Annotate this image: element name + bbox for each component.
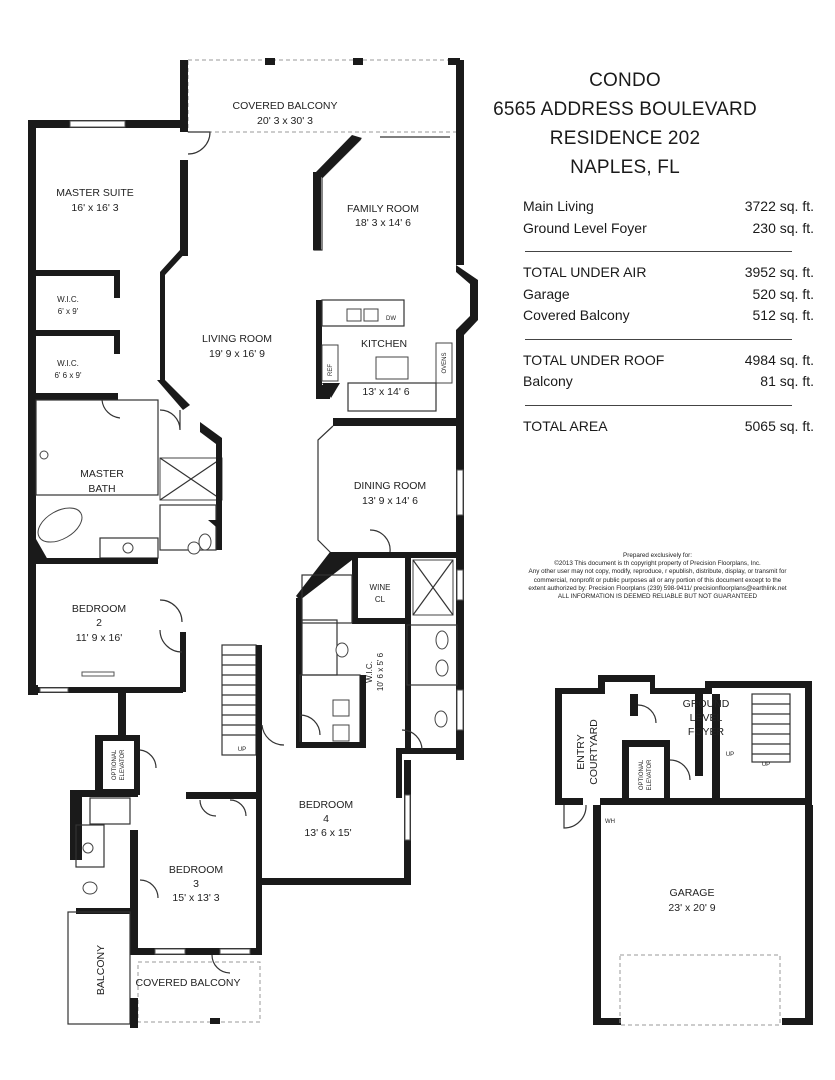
garage-name: GARAGE	[669, 887, 715, 899]
wic-3-dims: 10' 6 x 5' 6	[376, 652, 385, 692]
area-label: TOTAL UNDER AIR	[523, 264, 647, 280]
family-room-name: FAMILY ROOM	[347, 203, 419, 215]
area-label: TOTAL AREA	[523, 417, 608, 434]
ground-level-foyer-line3: FOYER	[687, 726, 725, 738]
divider	[525, 405, 792, 406]
wic-2-dims: 6' 6 x 9'	[54, 371, 82, 380]
family-room-dims: 18' 3 x 14' 6	[355, 217, 411, 229]
optional-elevator-ground-line2: ELEVATOR	[647, 759, 653, 791]
bedroom-2-line1: BEDROOM	[71, 603, 127, 615]
area-value: 230 sq. ft.	[752, 219, 814, 236]
master-bath-line1: MASTER	[80, 468, 124, 480]
area-label: Covered Balcony	[523, 307, 630, 323]
up-label-ground-1: UP	[725, 752, 735, 758]
area-label: Garage	[523, 285, 570, 302]
wic-1-name: W.I.C.	[57, 295, 79, 304]
title-line-3: RESIDENCE 202	[549, 128, 701, 149]
bedroom-3-dims: 15' x 13' 3	[172, 892, 220, 904]
ground-level-foyer-line1: GROUND	[682, 698, 730, 710]
dw-label: DW	[386, 316, 396, 322]
area-value: 3952 sq. ft.	[744, 264, 814, 280]
master-suite-name: MASTER SUITE	[56, 187, 134, 199]
up-label-ground-2: UP	[761, 762, 771, 768]
bedroom-3-line1: BEDROOM	[168, 864, 224, 876]
optional-elevator-ground-line1: OPTIONAL	[639, 759, 645, 791]
bedroom-4-line2: 4	[323, 813, 329, 825]
area-row	[523, 286, 818, 308]
area-value: 81 sq. ft.	[760, 373, 814, 389]
area-value: 512 sq. ft.	[752, 307, 814, 323]
master-suite-dims: 16' x 16' 3	[71, 202, 119, 214]
bedroom-4-line1: BEDROOM	[298, 799, 354, 811]
covered-balcony-top-name: COVERED BALCONY	[232, 100, 338, 112]
bedroom-4-dims: 13' 6 x 15'	[304, 827, 352, 839]
ground-level-foyer-line2: LEVEL	[689, 712, 723, 724]
copyright-notice	[500, 552, 815, 601]
area-label: Main Living	[523, 198, 594, 214]
area-value: 4984 sq. ft.	[744, 351, 814, 368]
optional-elevator-main-line1: OPTIONAL	[112, 749, 118, 781]
covered-balcony-bottom-name: COVERED BALCONY	[135, 977, 241, 989]
area-row	[523, 373, 818, 395]
entry-courtyard-line2: COURTYARD	[588, 719, 600, 785]
wic-1-dims: 6' x 9'	[57, 307, 79, 316]
kitchen-name: KITCHEN	[360, 338, 408, 350]
wic-2-name: W.I.C.	[57, 359, 79, 368]
optional-elevator-main-line2: ELEVATOR	[120, 749, 126, 781]
ovens-label: OVENS	[442, 352, 448, 374]
title-line-2: 6565 ADDRESS BOULEVARD	[493, 99, 757, 120]
area-row	[523, 307, 818, 329]
bedroom-2-line2: 2	[96, 617, 102, 629]
bedroom-2-dims: 11' 9 x 16'	[75, 632, 123, 644]
area-row	[523, 220, 818, 242]
wh-label: WH	[605, 819, 615, 825]
area-value: 3722 sq. ft.	[744, 198, 814, 214]
dining-room-dims: 13' 9 x 14' 6	[362, 495, 418, 507]
title-line-1: CONDO	[589, 70, 661, 91]
up-label-main: UP	[237, 747, 247, 753]
notice-line: Prepared exclusively for:	[623, 552, 692, 559]
area-row	[523, 198, 818, 220]
bedroom-3-line2: 3	[193, 878, 199, 890]
entry-courtyard-line1: ENTRY	[575, 734, 587, 770]
notice-line: commercial, nonprofit or public purposes all or any portion of this document except to the	[533, 576, 782, 584]
wine-line1: WINE	[369, 583, 391, 592]
area-row	[523, 418, 818, 440]
area-label: Ground Level Foyer	[523, 219, 647, 236]
covered-balcony-top-dims: 20' 3 x 30' 3	[257, 115, 313, 127]
living-room-name: LIVING ROOM	[201, 333, 273, 345]
dining-room-name: DINING ROOM	[353, 480, 427, 492]
area-label: TOTAL UNDER ROOF	[523, 351, 665, 368]
notice-line: ALL INFORMATION IS DEEMED RELIABLE BUT NOT GUARANTEED	[557, 593, 758, 601]
balcony-name: BALCONY	[95, 944, 107, 996]
area-label: Balcony	[523, 373, 573, 389]
notice-line: extent authorized by: Precision Floorplans (239) 598-9411/ precisionfloorplans@earthlink.net	[528, 584, 787, 592]
title-line-4: NAPLES, FL	[570, 157, 680, 178]
wine-line2: CL	[374, 595, 386, 604]
area-row	[523, 352, 818, 374]
wic-3-name: W.I.C.	[365, 661, 374, 683]
garage-dims: 23' x 20' 9	[668, 902, 716, 914]
kitchen-dims: 13' x 14' 6	[362, 386, 410, 398]
divider	[525, 251, 792, 252]
master-bath-line2: BATH	[88, 483, 116, 495]
divider	[525, 339, 792, 340]
area-value: 5065 sq. ft.	[744, 417, 814, 434]
area-row	[523, 264, 818, 286]
ref-label: REF	[328, 364, 334, 376]
notice-line: Any other user may not copy, modify, reproduce, r epublish, distribute, display, or transmit for	[528, 568, 787, 576]
area-summary-table	[523, 198, 818, 439]
notice-line: ©2013 This document is th copyright property of Precision Floorplans, Inc.	[554, 560, 761, 568]
property-title	[490, 66, 760, 182]
living-room-dims: 19' 9 x 16' 9	[209, 348, 265, 360]
area-value: 520 sq. ft.	[752, 285, 814, 302]
